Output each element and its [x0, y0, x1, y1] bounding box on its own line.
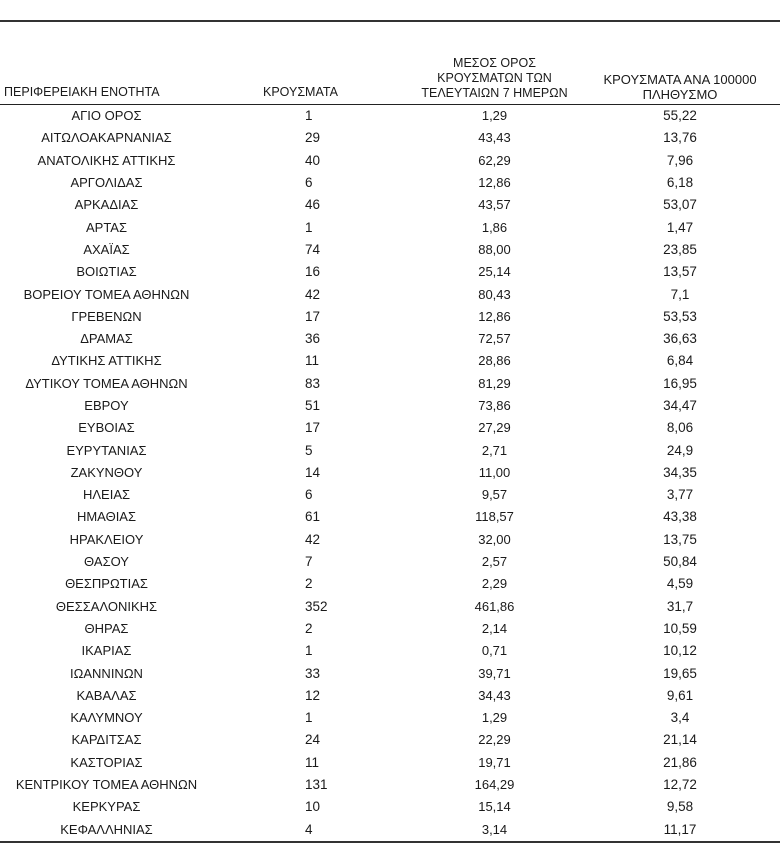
- cell-region: ΑΡΤΑΣ: [85, 219, 128, 235]
- cell-region: ΚΑΒΑΛΑΣ: [76, 687, 137, 703]
- cell-region: ΒΟΙΩΤΙΑΣ: [76, 264, 137, 280]
- cell-region: ΙΩΑΝΝΙΝΩΝ: [70, 665, 143, 681]
- cell-cases-per-100k: 11,17: [580, 819, 780, 842]
- cell-7day-average: 2,57: [481, 554, 508, 570]
- cell-region: ΘΗΡΑΣ: [84, 620, 129, 636]
- cell-cases-per-100k: 1,47: [666, 219, 694, 235]
- table-row: [0, 194, 780, 216]
- cell-7day-average: 9,57: [481, 487, 508, 503]
- table-row: [0, 105, 780, 128]
- cell-region: ΚΑΣΤΟΡΙΑΣ: [70, 754, 143, 770]
- cell-cases: 17: [305, 308, 321, 324]
- cell-7day-average: 1,86: [481, 219, 508, 235]
- cell-7day-average: 461,86: [474, 598, 515, 614]
- cases-by-region-table: [0, 22, 780, 843]
- table-row: [0, 328, 780, 350]
- cell-region: ΗΛΕΙΑΣ: [82, 487, 131, 503]
- cell-cases-per-100k: 10,12: [663, 643, 697, 659]
- cell-region: ΑΡΓΟΛΙΔΑΣ: [70, 175, 143, 191]
- cell-region: ΗΡΑΚΛΕΙΟΥ: [69, 531, 144, 547]
- cell-cases: 4: [213, 819, 409, 842]
- cell-7day-average: 12,86: [478, 175, 511, 191]
- cell-cases-per-100k: 34,35: [663, 464, 697, 480]
- cell-7day-average: 27,29: [478, 420, 511, 436]
- cell-cases-per-100k: 23,85: [663, 241, 697, 257]
- header-cases-per-100k: ΚΡΟΥΣΜΑΤΑ ΑΝΑ 100000 ΠΛΗΘΥΣΜΟ: [580, 22, 780, 105]
- table-row: [0, 573, 780, 595]
- cell-cases-per-100k: 19,65: [663, 665, 697, 681]
- table-row: [0, 796, 780, 818]
- cell-cases: 42: [305, 531, 321, 547]
- cell-region: ΔΥΤΙΚΗΣ ΑΤΤΙΚΗΣ: [51, 353, 162, 369]
- cell-7day-average: 1,29: [481, 710, 508, 726]
- cell-region: ΕΒΡΟΥ: [84, 398, 129, 413]
- cell-region: ΑΙΤΩΛΟΑΚΑΡΝΑΝΙΑΣ: [41, 130, 172, 146]
- cell-7day-average: 72,57: [478, 331, 511, 347]
- cell-7day-average: 0,71: [481, 643, 508, 659]
- cell-cases: 1: [305, 643, 313, 659]
- cell-region: ΘΕΣΣΑΛΟΝΙΚΗΣ: [55, 598, 158, 614]
- cell-cases: 1: [305, 108, 313, 124]
- cell-cases-per-100k: 53,53: [663, 308, 697, 324]
- cell-cases: 24: [305, 732, 321, 748]
- cell-7day-average: 15,14: [478, 799, 511, 815]
- table-row: [0, 395, 780, 417]
- cell-cases: 83: [305, 375, 321, 391]
- cell-cases: 12: [305, 687, 321, 703]
- cell-cases-per-100k: 4,59: [666, 576, 694, 592]
- cell-cases: 74: [305, 241, 321, 257]
- table-row: [0, 662, 780, 684]
- cell-cases-per-100k: 50,84: [663, 554, 697, 570]
- table-row: [0, 596, 780, 618]
- cell-cases: 6: [305, 175, 313, 191]
- cell-cases: 33: [305, 665, 321, 681]
- cell-region: ΒΟΡΕΙΟΥ ΤΟΜΕΑ ΑΘΗΝΩΝ: [23, 286, 190, 302]
- table-row: [0, 283, 780, 305]
- cell-cases-per-100k: 13,76: [663, 130, 697, 146]
- table-row: [0, 417, 780, 439]
- cell-cases: 14: [305, 464, 321, 480]
- table-row: [0, 172, 780, 194]
- cell-cases: 40: [305, 152, 321, 168]
- header-7day-average: ΜΕΣΟΣ ΟΡΟΣ ΚΡΟΥΣΜΑΤΩΝ ΤΩΝ ΤΕΛΕΥΤΑΙΩΝ 7 ΗΜΕΡΩΝ: [409, 22, 580, 105]
- cell-7day-average: 12,86: [478, 308, 511, 324]
- cell-cases: 131: [305, 777, 328, 793]
- table-row: [0, 640, 780, 662]
- cell-cases-per-100k: 9,58: [666, 799, 694, 815]
- table-row: [0, 239, 780, 261]
- cell-cases: 42: [305, 286, 321, 302]
- cell-7day-average: 2,29: [481, 576, 508, 592]
- cell-cases: 7: [305, 554, 313, 570]
- header-row: [0, 22, 780, 105]
- cell-cases-per-100k: 24,9: [666, 442, 694, 458]
- cell-cases-per-100k: 3,4: [670, 710, 690, 726]
- table-row: [0, 618, 780, 640]
- cell-region: ΑΓΙΟ ΟΡΟΣ: [71, 108, 142, 124]
- table-row: [0, 306, 780, 328]
- cell-region: ΓΡΕΒΕΝΩΝ: [71, 308, 142, 324]
- cell-cases-per-100k: 9,61: [666, 687, 694, 703]
- table-row: [0, 462, 780, 484]
- cell-cases-per-100k: 13,57: [663, 264, 697, 280]
- cell-region: ΔΡΑΜΑΣ: [80, 331, 133, 347]
- cell-7day-average: 81,29: [478, 375, 511, 391]
- cell-cases-per-100k: 6,18: [666, 175, 694, 191]
- cell-region: ΗΜΑΘΙΑΣ: [76, 509, 137, 525]
- cell-cases-per-100k: 36,63: [663, 331, 697, 347]
- table-row: [0, 707, 780, 729]
- cell-cases-per-100k: 12,72: [663, 777, 697, 793]
- cell-region: ΑΝΑΤΟΛΙΚΗΣ ΑΤΤΙΚΗΣ: [37, 152, 176, 168]
- cell-7day-average: 32,00: [478, 531, 511, 547]
- cell-7day-average: 2,14: [481, 620, 508, 636]
- table-row: [0, 752, 780, 774]
- cell-7day-average: 22,29: [478, 732, 511, 748]
- cell-region: ΚΕΦΑΛΛΗΝΙΑΣ: [0, 819, 213, 842]
- cell-cases-per-100k: 3,77: [666, 487, 694, 503]
- cell-cases: 29: [305, 130, 321, 146]
- cell-region: ΑΡΚΑΔΙΑΣ: [74, 197, 139, 213]
- table-row: [0, 150, 780, 172]
- cell-7day-average: 80,43: [478, 286, 511, 302]
- cell-cases-per-100k: 21,14: [663, 732, 697, 748]
- table-row: [0, 551, 780, 573]
- cell-cases-per-100k: 10,59: [663, 620, 697, 636]
- cell-7day-average: 39,71: [478, 665, 511, 681]
- cell-7day-average: 73,86: [478, 398, 511, 413]
- cell-cases: 11: [305, 754, 320, 770]
- cell-region: ΖΑΚΥΝΘΟΥ: [70, 464, 143, 480]
- cell-cases: 352: [305, 598, 328, 614]
- cell-region: ΙΚΑΡΙΑΣ: [81, 643, 132, 659]
- cell-cases: 36: [305, 331, 321, 347]
- cell-region: ΘΑΣΟΥ: [84, 554, 129, 570]
- cell-cases-per-100k: 21,86: [663, 754, 697, 770]
- cell-cases: 6: [305, 487, 313, 503]
- cell-cases-per-100k: 43,38: [663, 509, 697, 525]
- cell-cases: 5: [305, 442, 313, 458]
- table-body: [0, 105, 780, 842]
- header-cases: ΚΡΟΥΣΜΑΤΑ: [213, 22, 409, 105]
- cell-cases-per-100k: 16,95: [663, 375, 697, 391]
- cell-7day-average: 2,71: [481, 442, 508, 458]
- table-row: [0, 506, 780, 528]
- cell-cases-per-100k: 7,1: [670, 286, 690, 302]
- cell-region: ΕΥΡΥΤΑΝΙΑΣ: [66, 442, 147, 458]
- cell-cases-per-100k: 53,07: [663, 197, 697, 213]
- table-row: [0, 529, 780, 551]
- cell-7day-average: 28,86: [478, 353, 511, 369]
- cell-7day-average: 88,00: [478, 241, 511, 257]
- cell-7day-average: 19,71: [478, 754, 511, 770]
- cell-region: ΚΑΛΥΜΝΟΥ: [70, 710, 143, 726]
- cell-region: ΘΕΣΠΡΩΤΙΑΣ: [65, 576, 148, 592]
- table-row: [0, 774, 780, 796]
- cell-cases-per-100k: 34,47: [663, 398, 697, 413]
- cell-cases-per-100k: 7,96: [666, 152, 694, 168]
- cell-cases-per-100k: 13,75: [663, 531, 697, 547]
- cell-cases: 2: [305, 576, 313, 592]
- table-row: [0, 484, 780, 506]
- cell-cases: 11: [305, 353, 320, 369]
- table-row: [0, 373, 780, 395]
- cell-cases: 1: [305, 710, 313, 726]
- cell-region: ΑΧΑΪΑΣ: [83, 241, 130, 257]
- cell-cases: 46: [305, 197, 321, 213]
- cell-region: ΔΥΤΙΚΟΥ ΤΟΜΕΑ ΑΘΗΝΩΝ: [25, 375, 188, 391]
- table-row: [0, 729, 780, 751]
- cell-7day-average: 118,57: [475, 509, 514, 525]
- cell-cases: 2: [305, 620, 313, 636]
- cell-cases-per-100k: 8,06: [666, 420, 694, 436]
- cell-cases: 1: [305, 219, 313, 235]
- cell-cases-per-100k: 31,7: [666, 598, 694, 614]
- cell-cases-per-100k: 55,22: [663, 108, 697, 124]
- cell-7day-average: 25,14: [478, 264, 511, 280]
- cell-7day-average: 3,14: [409, 819, 580, 842]
- table-row: [0, 127, 780, 149]
- cell-cases: 10: [305, 799, 321, 815]
- cases-table-container: [0, 22, 780, 843]
- cell-7day-average: 43,57: [478, 197, 511, 213]
- cell-cases-per-100k: 6,84: [666, 353, 694, 369]
- cell-cases: 51: [305, 398, 321, 413]
- cell-7day-average: 43,43: [478, 130, 511, 146]
- cell-region: ΚΕΡΚΥΡΑΣ: [72, 799, 141, 815]
- table-row: [0, 685, 780, 707]
- cell-7day-average: 1,29: [481, 108, 508, 124]
- table-row: [0, 216, 780, 238]
- cell-region: ΕΥΒΟΙΑΣ: [78, 420, 135, 436]
- table-row: [0, 439, 780, 461]
- cell-region: ΚΕΝΤΡΙΚΟΥ ΤΟΜΕΑ ΑΘΗΝΩΝ: [15, 777, 198, 793]
- header-region: ΠΕΡΙΦΕΡΕΙΑΚΗ ΕΝΟΤΗΤΑ: [0, 22, 213, 105]
- cell-7day-average: 164,29: [474, 777, 515, 793]
- table-row: [0, 350, 780, 372]
- table-header: [0, 22, 780, 105]
- cell-region: ΚΑΡΔΙΤΣΑΣ: [71, 732, 142, 748]
- cell-7day-average: 62,29: [478, 152, 511, 168]
- table-row: [0, 261, 780, 283]
- cell-7day-average: 34,43: [478, 687, 511, 703]
- cell-cases: 61: [305, 509, 321, 525]
- cell-cases: 17: [305, 420, 321, 436]
- table-row: [0, 819, 780, 842]
- cell-7day-average: 11,00: [478, 464, 511, 480]
- cell-cases: 16: [305, 264, 321, 280]
